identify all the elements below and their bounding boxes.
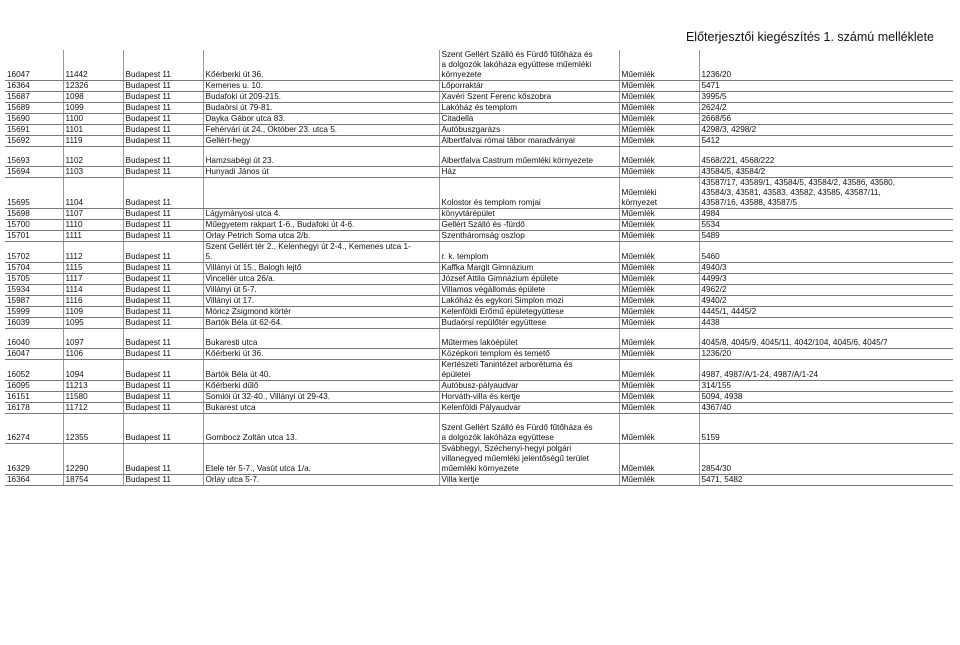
- table-row: [5, 50, 953, 81]
- cell-municipality: Budapest 11: [123, 231, 203, 242]
- cell-ref-number: 11580: [63, 392, 123, 403]
- cell-status: Műemlék: [619, 423, 699, 444]
- cell-ref-number: 12326: [63, 81, 123, 92]
- cell-address: Villányi út 17.: [203, 296, 439, 307]
- cell-status: Műemlék: [619, 296, 699, 307]
- cell-municipality: Budapest 11: [123, 423, 203, 444]
- cell-id: 16364: [5, 81, 63, 92]
- cell-ref-number: 1100: [63, 114, 123, 125]
- table-row: [5, 81, 953, 92]
- cell-lot-numbers: 1236/20: [699, 349, 953, 360]
- cell-id: 15692: [5, 136, 63, 147]
- cell-municipality: Budapest 11: [123, 103, 203, 114]
- cell-status: Műemlék: [619, 167, 699, 178]
- cell-municipality: Budapest 11: [123, 50, 203, 81]
- cell-ref-number: 1102: [63, 156, 123, 167]
- cell-id: 15999: [5, 307, 63, 318]
- cell-description: Horváth-villa és kertje: [439, 392, 619, 403]
- spacer-cell: [123, 147, 203, 157]
- spacer-cell: [439, 329, 619, 339]
- table-row: [5, 285, 953, 296]
- cell-id: 15987: [5, 296, 63, 307]
- cell-address: Műegyetem rakpart 1-6., Budafoki út 4-6.: [203, 220, 439, 231]
- spacer-cell: [203, 147, 439, 157]
- cell-lot-numbers: 2854/30: [699, 444, 953, 475]
- spacer-cell: [63, 414, 123, 424]
- cell-status: Műemlék: [619, 475, 699, 486]
- table-row: [5, 178, 953, 209]
- table-row: [5, 403, 953, 414]
- cell-id: 15687: [5, 92, 63, 103]
- cell-municipality: Budapest 11: [123, 307, 203, 318]
- cell-address: Somlói út 32-40., Villányi út 29-43.: [203, 392, 439, 403]
- cell-id: 16329: [5, 444, 63, 475]
- table-row: [5, 392, 953, 403]
- table-body: [5, 50, 953, 486]
- spacer-cell: [439, 414, 619, 424]
- cell-description: Xavéri Szent Ferenc kőszobra: [439, 92, 619, 103]
- table-row: [5, 349, 953, 360]
- cell-municipality: Budapest 11: [123, 318, 203, 329]
- cell-address: Kemenes u. 10.: [203, 81, 439, 92]
- table-row: [5, 231, 953, 242]
- cell-id: 15690: [5, 114, 63, 125]
- cell-id: 16047: [5, 50, 63, 81]
- cell-address: Budaörsi út 79-81.: [203, 103, 439, 114]
- spacer-row: [5, 329, 953, 339]
- cell-address: Orlay utca 5-7.: [203, 475, 439, 486]
- cell-status: Műemlék: [619, 392, 699, 403]
- cell-status: Műemlék: [619, 220, 699, 231]
- cell-ref-number: 11712: [63, 403, 123, 414]
- cell-ref-number: 1095: [63, 318, 123, 329]
- cell-ref-number: 11442: [63, 50, 123, 81]
- cell-ref-number: 1117: [63, 274, 123, 285]
- spacer-cell: [439, 147, 619, 157]
- cell-description: Autóbusz-pályaudvar: [439, 381, 619, 392]
- cell-lot-numbers: 5159: [699, 423, 953, 444]
- cell-status: Műemlék: [619, 114, 699, 125]
- cell-lot-numbers: 43584/5, 43584/2: [699, 167, 953, 178]
- cell-lot-numbers: 4987, 4987/A/1-24, 4987/A/1-24: [699, 360, 953, 381]
- cell-ref-number: 1109: [63, 307, 123, 318]
- cell-description: Kertészeti Tanintézet arborétuma és épületei: [439, 360, 619, 381]
- cell-ref-number: 1103: [63, 167, 123, 178]
- cell-address: Villányi út 5-7.: [203, 285, 439, 296]
- cell-address: Bukarest utca: [203, 403, 439, 414]
- cell-municipality: Budapest 11: [123, 392, 203, 403]
- cell-id: 15702: [5, 242, 63, 263]
- cell-description: Svábhegyi, Széchenyi-hegyi polgári villanegyed műemléki jelentőségű terület műemléki környezete: [439, 444, 619, 475]
- table-row: [5, 220, 953, 231]
- cell-lot-numbers: 314/155: [699, 381, 953, 392]
- cell-id: 15693: [5, 156, 63, 167]
- cell-municipality: Budapest 11: [123, 178, 203, 209]
- cell-id: 15689: [5, 103, 63, 114]
- cell-ref-number: 1115: [63, 263, 123, 274]
- spacer-cell: [5, 147, 63, 157]
- cell-status: Műemlék: [619, 403, 699, 414]
- cell-description: Kolostor és templom romjai: [439, 178, 619, 209]
- cell-ref-number: 11213: [63, 381, 123, 392]
- cell-municipality: Budapest 11: [123, 338, 203, 349]
- cell-lot-numbers: 4445/1, 4445/2: [699, 307, 953, 318]
- cell-description: könyvtárépület: [439, 209, 619, 220]
- cell-lot-numbers: 5534: [699, 220, 953, 231]
- heritage-table: [5, 50, 953, 486]
- table-row: [5, 263, 953, 274]
- cell-lot-numbers: 4499/3: [699, 274, 953, 285]
- spacer-cell: [63, 147, 123, 157]
- cell-id: 16274: [5, 423, 63, 444]
- cell-description: Kaffka Margit Gimnázium: [439, 263, 619, 274]
- cell-id: 15694: [5, 167, 63, 178]
- cell-description: Budaörsi repülőtér együttese: [439, 318, 619, 329]
- cell-municipality: Budapest 11: [123, 381, 203, 392]
- cell-description: Villamos végállomás épülete: [439, 285, 619, 296]
- cell-address: Fehérvári út 24., Október 23. utca 5.: [203, 125, 439, 136]
- cell-municipality: Budapest 11: [123, 92, 203, 103]
- cell-status: Műemlék: [619, 360, 699, 381]
- cell-municipality: Budapest 11: [123, 220, 203, 231]
- cell-address: Kőérberki dűlő: [203, 381, 439, 392]
- cell-municipality: Budapest 11: [123, 444, 203, 475]
- spacer-cell: [699, 414, 953, 424]
- cell-address: Bartók Béla út 62-64.: [203, 318, 439, 329]
- cell-status: Műemlék: [619, 349, 699, 360]
- cell-lot-numbers: 5412: [699, 136, 953, 147]
- cell-status: Műemlék: [619, 209, 699, 220]
- page-title: Előterjesztői kiegészítés 1. számú melléklete: [685, 30, 934, 44]
- cell-lot-numbers: 2668/56: [699, 114, 953, 125]
- cell-lot-numbers: 5489: [699, 231, 953, 242]
- table-row: [5, 296, 953, 307]
- cell-lot-numbers: 5471: [699, 81, 953, 92]
- table-row: [5, 136, 953, 147]
- cell-lot-numbers: 4438: [699, 318, 953, 329]
- table-row: [5, 444, 953, 475]
- cell-lot-numbers: 3995/5: [699, 92, 953, 103]
- cell-municipality: Budapest 11: [123, 114, 203, 125]
- cell-ref-number: 1114: [63, 285, 123, 296]
- table-row: [5, 423, 953, 444]
- cell-description: József Attila Gimnázium épülete: [439, 274, 619, 285]
- cell-address: Szent Gellért tér 2., Kelenhegyi út 2-4., Kemenes utca 1- 5.: [203, 242, 439, 263]
- spacer-cell: [123, 329, 203, 339]
- cell-municipality: Budapest 11: [123, 285, 203, 296]
- cell-ref-number: 12355: [63, 423, 123, 444]
- spacer-cell: [203, 329, 439, 339]
- cell-ref-number: 1098: [63, 92, 123, 103]
- table-row: [5, 475, 953, 486]
- cell-description: Szent Gellért Szálló és Fürdő fűtőháza és a dolgozók lakóháza együttese műemléki környezete: [439, 50, 619, 81]
- cell-lot-numbers: 4298/3, 4298/2: [699, 125, 953, 136]
- cell-description: Szentháromság oszlop: [439, 231, 619, 242]
- cell-status: Műemlék: [619, 285, 699, 296]
- cell-municipality: Budapest 11: [123, 274, 203, 285]
- table-row: [5, 381, 953, 392]
- cell-lot-numbers: 4962/2: [699, 285, 953, 296]
- cell-status: Műemlék: [619, 103, 699, 114]
- cell-lot-numbers: 1236/20: [699, 50, 953, 81]
- cell-ref-number: 1116: [63, 296, 123, 307]
- cell-status: Műemlék: [619, 338, 699, 349]
- table-row: [5, 242, 953, 263]
- spacer-cell: [619, 414, 699, 424]
- cell-ref-number: 18754: [63, 475, 123, 486]
- spacer-cell: [203, 414, 439, 424]
- cell-municipality: Budapest 11: [123, 263, 203, 274]
- cell-id: 15705: [5, 274, 63, 285]
- cell-id: 15934: [5, 285, 63, 296]
- cell-id: 16039: [5, 318, 63, 329]
- cell-status: Műemlék: [619, 318, 699, 329]
- spacer-cell: [5, 414, 63, 424]
- cell-address: Lágymányosi utca 4.: [203, 209, 439, 220]
- cell-description: Kelenföldi Erőmű épületegyüttese: [439, 307, 619, 318]
- cell-description: Lőporraktár: [439, 81, 619, 92]
- cell-address: Bartók Béla út 40.: [203, 360, 439, 381]
- cell-ref-number: 1106: [63, 349, 123, 360]
- cell-ref-number: 1097: [63, 338, 123, 349]
- cell-description: Autóbuszgarázs: [439, 125, 619, 136]
- table-row: [5, 274, 953, 285]
- cell-lot-numbers: 4367/40: [699, 403, 953, 414]
- cell-address: Bukaresti utca: [203, 338, 439, 349]
- cell-id: 16095: [5, 381, 63, 392]
- cell-id: 16151: [5, 392, 63, 403]
- cell-ref-number: 1111: [63, 231, 123, 242]
- cell-address: Budafoki út 209-215.: [203, 92, 439, 103]
- cell-ref-number: 1110: [63, 220, 123, 231]
- spacer-cell: [699, 147, 953, 157]
- spacer-row: [5, 414, 953, 424]
- table-row: [5, 318, 953, 329]
- cell-id: 15704: [5, 263, 63, 274]
- cell-status: Műemlék: [619, 81, 699, 92]
- cell-status: Műemlék: [619, 231, 699, 242]
- cell-description: Lakóház és templom: [439, 103, 619, 114]
- cell-lot-numbers: 4984: [699, 209, 953, 220]
- table-row: [5, 167, 953, 178]
- heritage-table-container: [5, 50, 953, 486]
- cell-lot-numbers: 5094, 4938: [699, 392, 953, 403]
- cell-id: 16178: [5, 403, 63, 414]
- cell-status: Műemlék: [619, 92, 699, 103]
- spacer-row: [5, 147, 953, 157]
- cell-status: Műemlék: [619, 156, 699, 167]
- cell-ref-number: 12290: [63, 444, 123, 475]
- cell-description: Kelenföldi Pályaudvar: [439, 403, 619, 414]
- cell-address: Dayka Gábor utca 83.: [203, 114, 439, 125]
- cell-id: 16040: [5, 338, 63, 349]
- spacer-cell: [619, 147, 699, 157]
- table-row: [5, 209, 953, 220]
- cell-description: Albertfalva Castrum műemléki környezete: [439, 156, 619, 167]
- cell-description: Középkori templom és temető: [439, 349, 619, 360]
- cell-lot-numbers: 4940/2: [699, 296, 953, 307]
- cell-id: 16364: [5, 475, 63, 486]
- cell-address: Kőérberki út 36.: [203, 349, 439, 360]
- spacer-cell: [123, 414, 203, 424]
- cell-ref-number: 1099: [63, 103, 123, 114]
- cell-municipality: Budapest 11: [123, 360, 203, 381]
- cell-status: Műemléki környezet: [619, 178, 699, 209]
- cell-municipality: Budapest 11: [123, 156, 203, 167]
- cell-municipality: Budapest 11: [123, 167, 203, 178]
- cell-address: Gombocz Zoltán utca 13.: [203, 423, 439, 444]
- cell-ref-number: 1094: [63, 360, 123, 381]
- table-row: [5, 114, 953, 125]
- table-row: [5, 125, 953, 136]
- spacer-cell: [619, 329, 699, 339]
- cell-status: Műemlék: [619, 444, 699, 475]
- cell-id: 15695: [5, 178, 63, 209]
- cell-status: Műemlék: [619, 381, 699, 392]
- cell-description: Ház: [439, 167, 619, 178]
- cell-municipality: Budapest 11: [123, 403, 203, 414]
- cell-address: Kőérberki út 36.: [203, 50, 439, 81]
- cell-id: 16047: [5, 349, 63, 360]
- cell-address: Villányi út 15., Balogh lejtő: [203, 263, 439, 274]
- table-row: [5, 360, 953, 381]
- cell-status: Műemlék: [619, 242, 699, 263]
- cell-status: Műemlék: [619, 136, 699, 147]
- cell-id: 15698: [5, 209, 63, 220]
- cell-address: Orlay Petrich Soma utca 2/b.: [203, 231, 439, 242]
- cell-municipality: Budapest 11: [123, 209, 203, 220]
- cell-municipality: Budapest 11: [123, 475, 203, 486]
- cell-lot-numbers: 4568/221, 4568/222: [699, 156, 953, 167]
- spacer-cell: [699, 329, 953, 339]
- cell-municipality: Budapest 11: [123, 349, 203, 360]
- cell-status: Műemlék: [619, 307, 699, 318]
- cell-municipality: Budapest 11: [123, 136, 203, 147]
- cell-address: Móricz Zsigmond körtér: [203, 307, 439, 318]
- cell-ref-number: 1101: [63, 125, 123, 136]
- cell-ref-number: 1112: [63, 242, 123, 263]
- cell-description: Szent Gellért Szálló és Fürdő fűtőháza és a dolgozók lakóháza együttese: [439, 423, 619, 444]
- cell-municipality: Budapest 11: [123, 296, 203, 307]
- cell-municipality: Budapest 11: [123, 242, 203, 263]
- cell-id: 15691: [5, 125, 63, 136]
- cell-description: Citadella: [439, 114, 619, 125]
- cell-description: Lakóház és egykori Simplon mozi: [439, 296, 619, 307]
- cell-ref-number: 1119: [63, 136, 123, 147]
- spacer-cell: [63, 329, 123, 339]
- spacer-cell: [5, 329, 63, 339]
- table-row: [5, 338, 953, 349]
- cell-id: 15701: [5, 231, 63, 242]
- cell-id: 16052: [5, 360, 63, 381]
- cell-lot-numbers: 43587/17, 43589/1, 43584/5, 43584/2, 43586, 43580, 43584/3, 43581, 43583, 43582, 43585, 43587/11, 43587/16, 43588, 43587/5: [699, 178, 953, 209]
- cell-address: Gellért-hegy: [203, 136, 439, 147]
- cell-lot-numbers: 5471, 5482: [699, 475, 953, 486]
- cell-ref-number: 1107: [63, 209, 123, 220]
- cell-description: Műtermes lakóépület: [439, 338, 619, 349]
- cell-description: r. k. templom: [439, 242, 619, 263]
- cell-description: Albertfalvai római tábor maradványai: [439, 136, 619, 147]
- table-row: [5, 92, 953, 103]
- cell-status: Műemlék: [619, 125, 699, 136]
- cell-id: 15700: [5, 220, 63, 231]
- cell-address: Vincellér utca 26/a.: [203, 274, 439, 285]
- table-row: [5, 156, 953, 167]
- cell-description: Gellért Szálló és -fürdő: [439, 220, 619, 231]
- table-row: [5, 103, 953, 114]
- cell-ref-number: 1104: [63, 178, 123, 209]
- cell-description: Villa kertje: [439, 475, 619, 486]
- cell-lot-numbers: 4045/8, 4045/9, 4045/11, 4042/104, 4045/6, 4045/7: [699, 338, 953, 349]
- cell-lot-numbers: 2624/2: [699, 103, 953, 114]
- cell-status: Műemlék: [619, 274, 699, 285]
- cell-status: Műemlék: [619, 263, 699, 274]
- cell-municipality: Budapest 11: [123, 125, 203, 136]
- cell-address: [203, 178, 439, 209]
- cell-address: Hunyadi János út: [203, 167, 439, 178]
- cell-municipality: Budapest 11: [123, 81, 203, 92]
- cell-address: Etele tér 5-7., Vasút utca 1/a.: [203, 444, 439, 475]
- cell-address: Hamzsabégi út 23.: [203, 156, 439, 167]
- cell-status: Műemlék: [619, 50, 699, 81]
- cell-lot-numbers: 5460: [699, 242, 953, 263]
- table-row: [5, 307, 953, 318]
- cell-lot-numbers: 4940/3: [699, 263, 953, 274]
